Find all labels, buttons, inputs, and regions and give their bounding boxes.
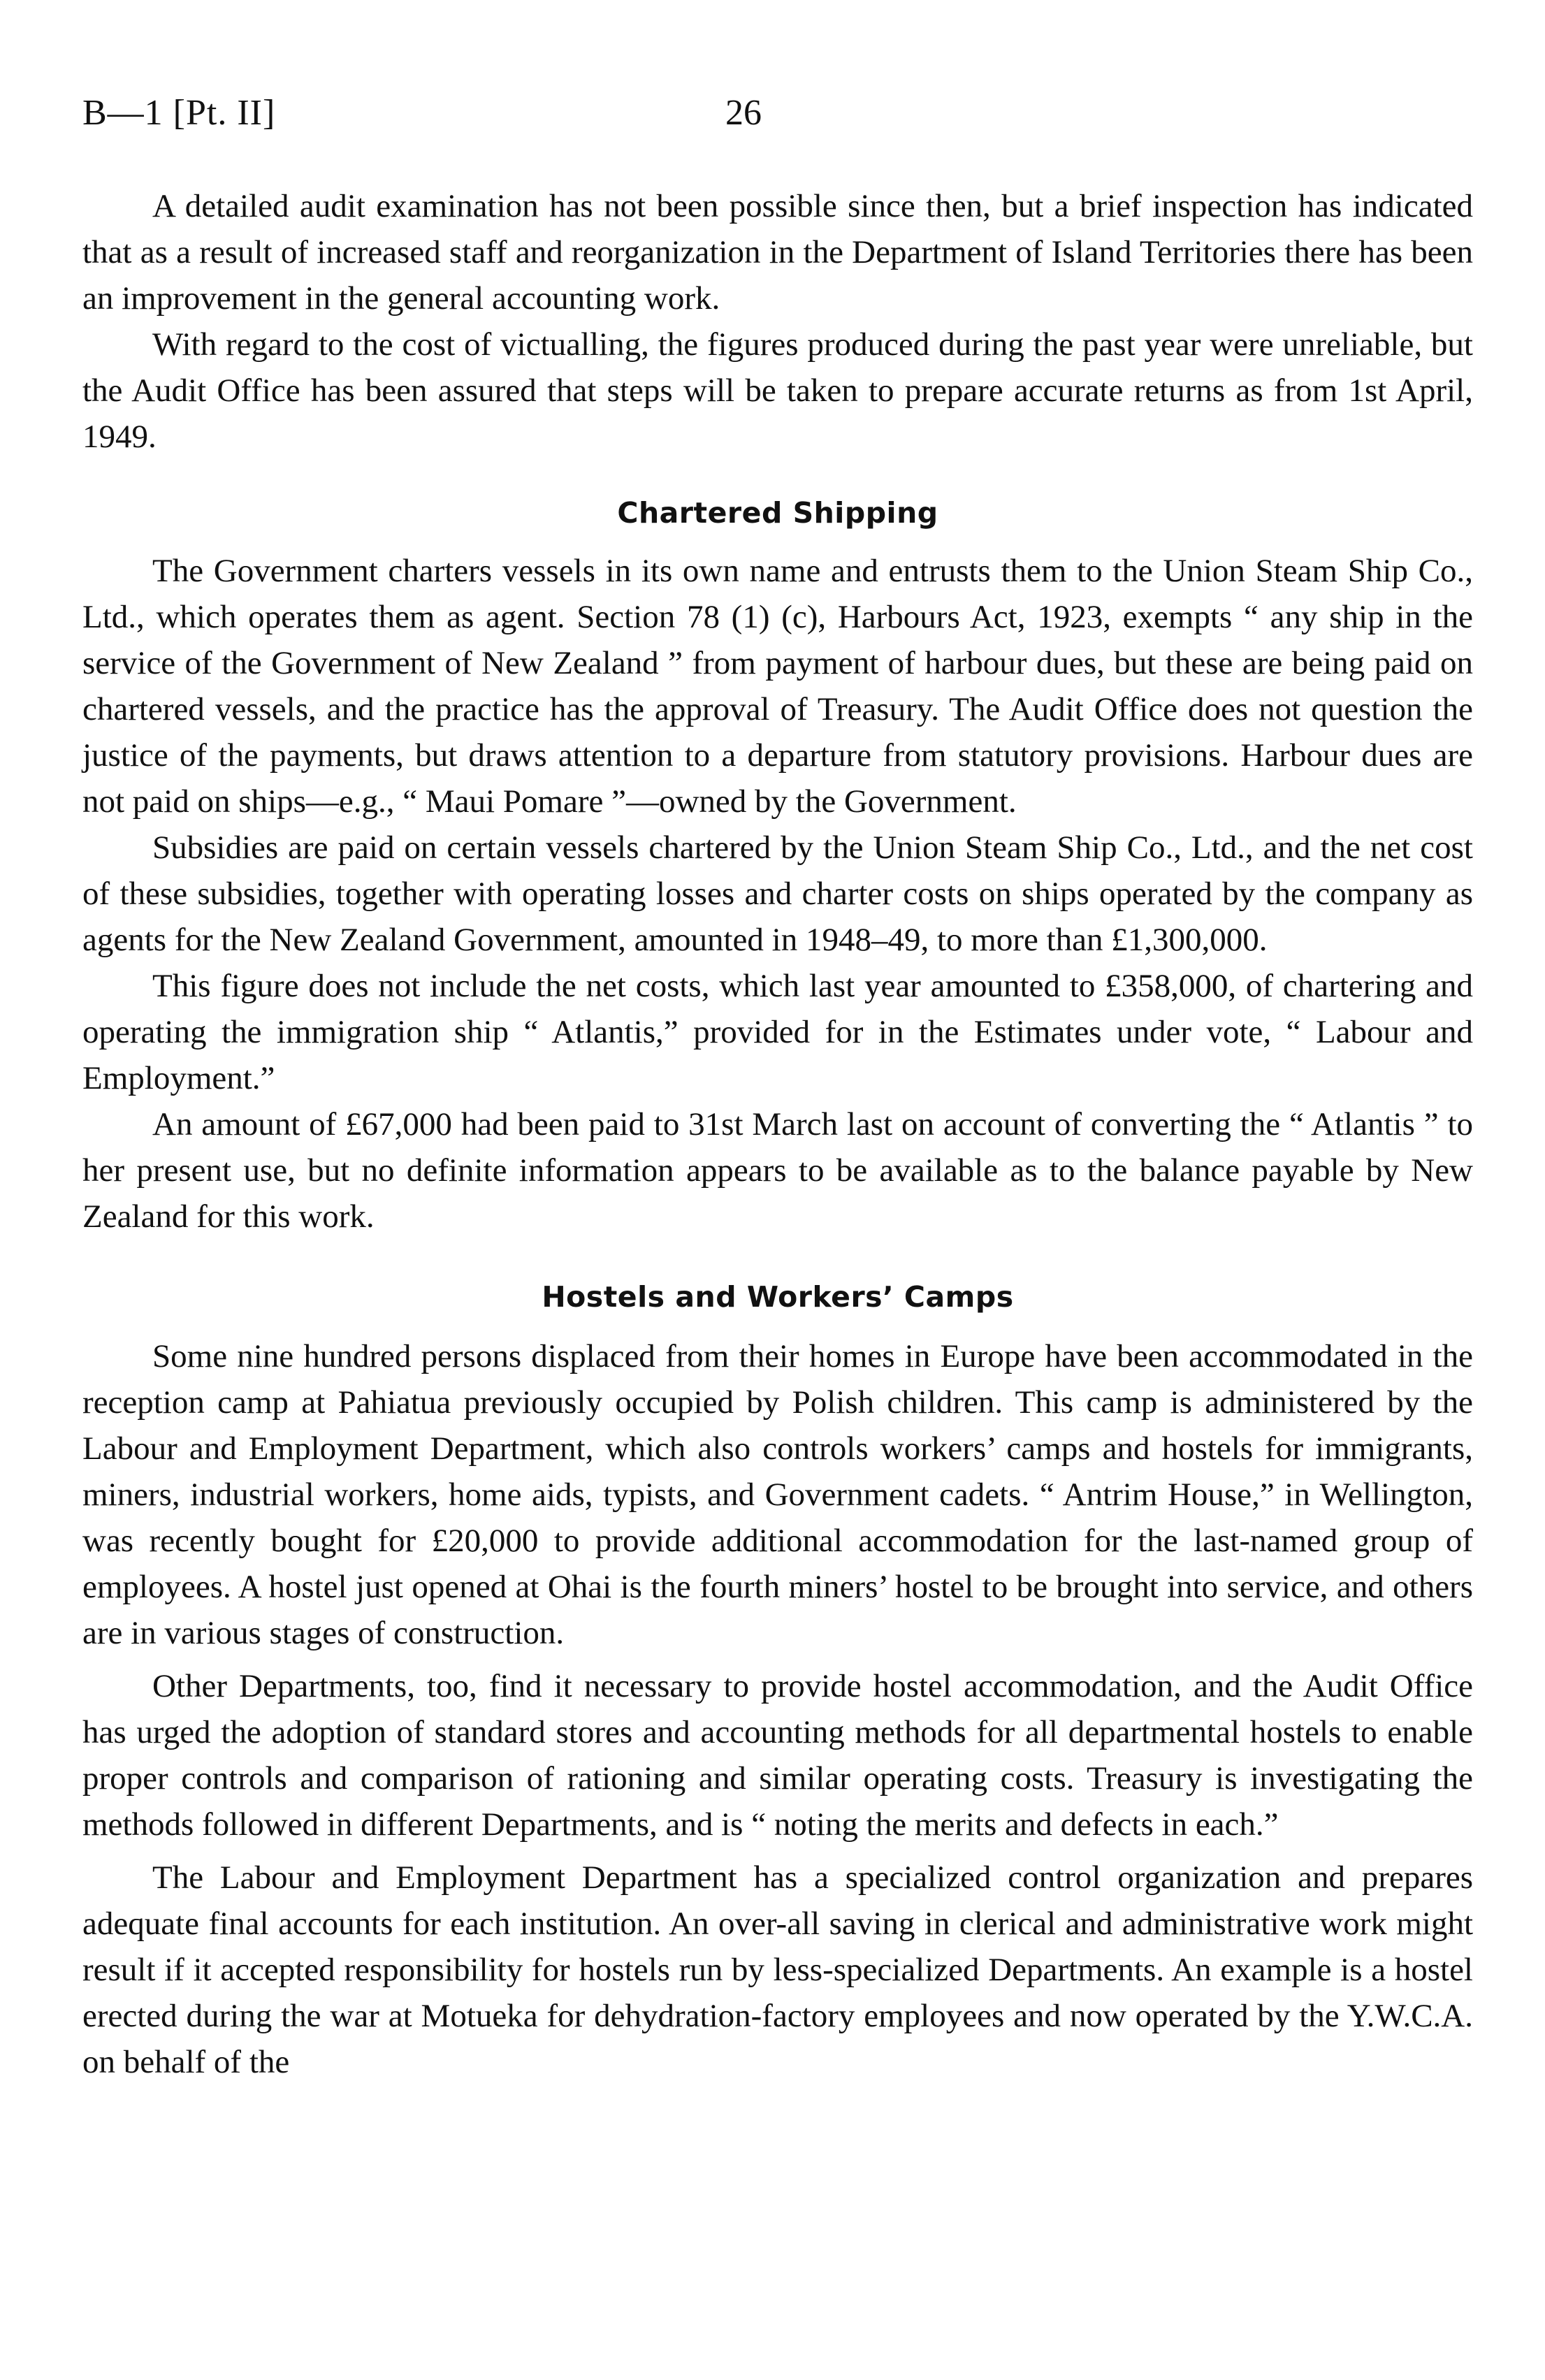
section-hostels-workers-camps [82, 1276, 1473, 2085]
paragraph: The Labour and Employment Department has a specialized control organization and prepares adequate final accounts for each institution. An over-all saving in clerical and administrative work might result if it accepted responsibility for hostels run by less-specialized Departments. An example is a hostel erected during the war at Motueka for dehydration-factory employees and now operated by the Y.W.C.A. on behalf of the [82, 1859, 1473, 2080]
page-number: 26 [725, 93, 762, 133]
paragraph: With regard to the cost of victualling, the figures produced during the past year were unreliable, but the Audit Office has been assured that steps will be taken to prepare accurate returns as from 1st April, 1949. [82, 326, 1473, 455]
page-header [82, 92, 1480, 148]
section-heading: Chartered Shipping [617, 496, 938, 530]
paragraph: The Government charters vessels in its own name and entrusts them to the Union Steam Ship Co., Ltd., which operates them as agent. Section 78 (1) (c), Harbours Act, 1923, exempts “ any ship in the service of the Government of New Zealand ” from payment of harbour dues, but these are being paid on chartered vessels, and the practice has the approval of Treasury. The Audit Office does not question the justice of the payments, but draws attention to a departure from statutory provisions. Harbour dues are not paid on ships—e.g., “ Maui Pomare ”—owned by the Government. [82, 553, 1473, 820]
paragraph: An amount of £67,000 had been paid to 31st March last on account of converting the “ Atlantis ” to her present use, but no definite information appears to be available as to the balance payable by New Zealand for this work. [82, 1106, 1473, 1235]
paragraph: Some nine hundred persons displaced from their homes in Europe have been accommodated in the reception camp at Pahiatua previously occupied by Polish children. This camp is administered by the Labour and Employment Department, which also controls workers’ camps and hostels for immigrants, miners, industrial workers, home aids, typists, and Government cadets. “ Antrim House,” in Wellington, was recently bought for £20,000 to provide additional accommodation for the last-named group of employees. A hostel just opened at Ohai is the fourth miners’ hostel to be brought into service, and others are in various stages of construction. [82, 1338, 1473, 1651]
paragraph: A detailed audit examination has not been possible since then, but a brief inspection has indicated that as a result of increased staff and reorganization in the Department of Island Territories there has been an improvement in the general accounting work. [82, 188, 1473, 317]
page-body [82, 183, 1473, 2085]
section-chartered-shipping [82, 492, 1473, 1240]
paragraph: Subsidies are paid on certain vessels chartered by the Union Steam Ship Co., Ltd., and the net cost of these subsidies, together with operating losses and charter costs on ships operated by the company as agents for the New Zealand Government, amounted in 1948–49, to more than £1,300,000. [82, 829, 1473, 958]
section-heading: Hostels and Workers’ Camps [542, 1280, 1014, 1314]
section-island-territories [82, 183, 1473, 460]
paragraph: Other Departments, too, find it necessary to provide hostel accommodation, and the Audit Office has urged the adoption of standard stores and accounting methods for all departmental hostels to enable proper controls and comparison of rationing and similar operating costs. Treasury is investigating the methods followed in different Departments, and is “ noting the merits and defects in each.” [82, 1668, 1473, 1843]
document-reference: B—1 [Pt. II] [82, 93, 276, 133]
paragraph: This figure does not include the net costs, which last year amounted to £358,000, of chartering and operating the immigration ship “ Atlantis,” provided for in the Estimates under vote, “ Labour and Employment.” [82, 968, 1473, 1096]
